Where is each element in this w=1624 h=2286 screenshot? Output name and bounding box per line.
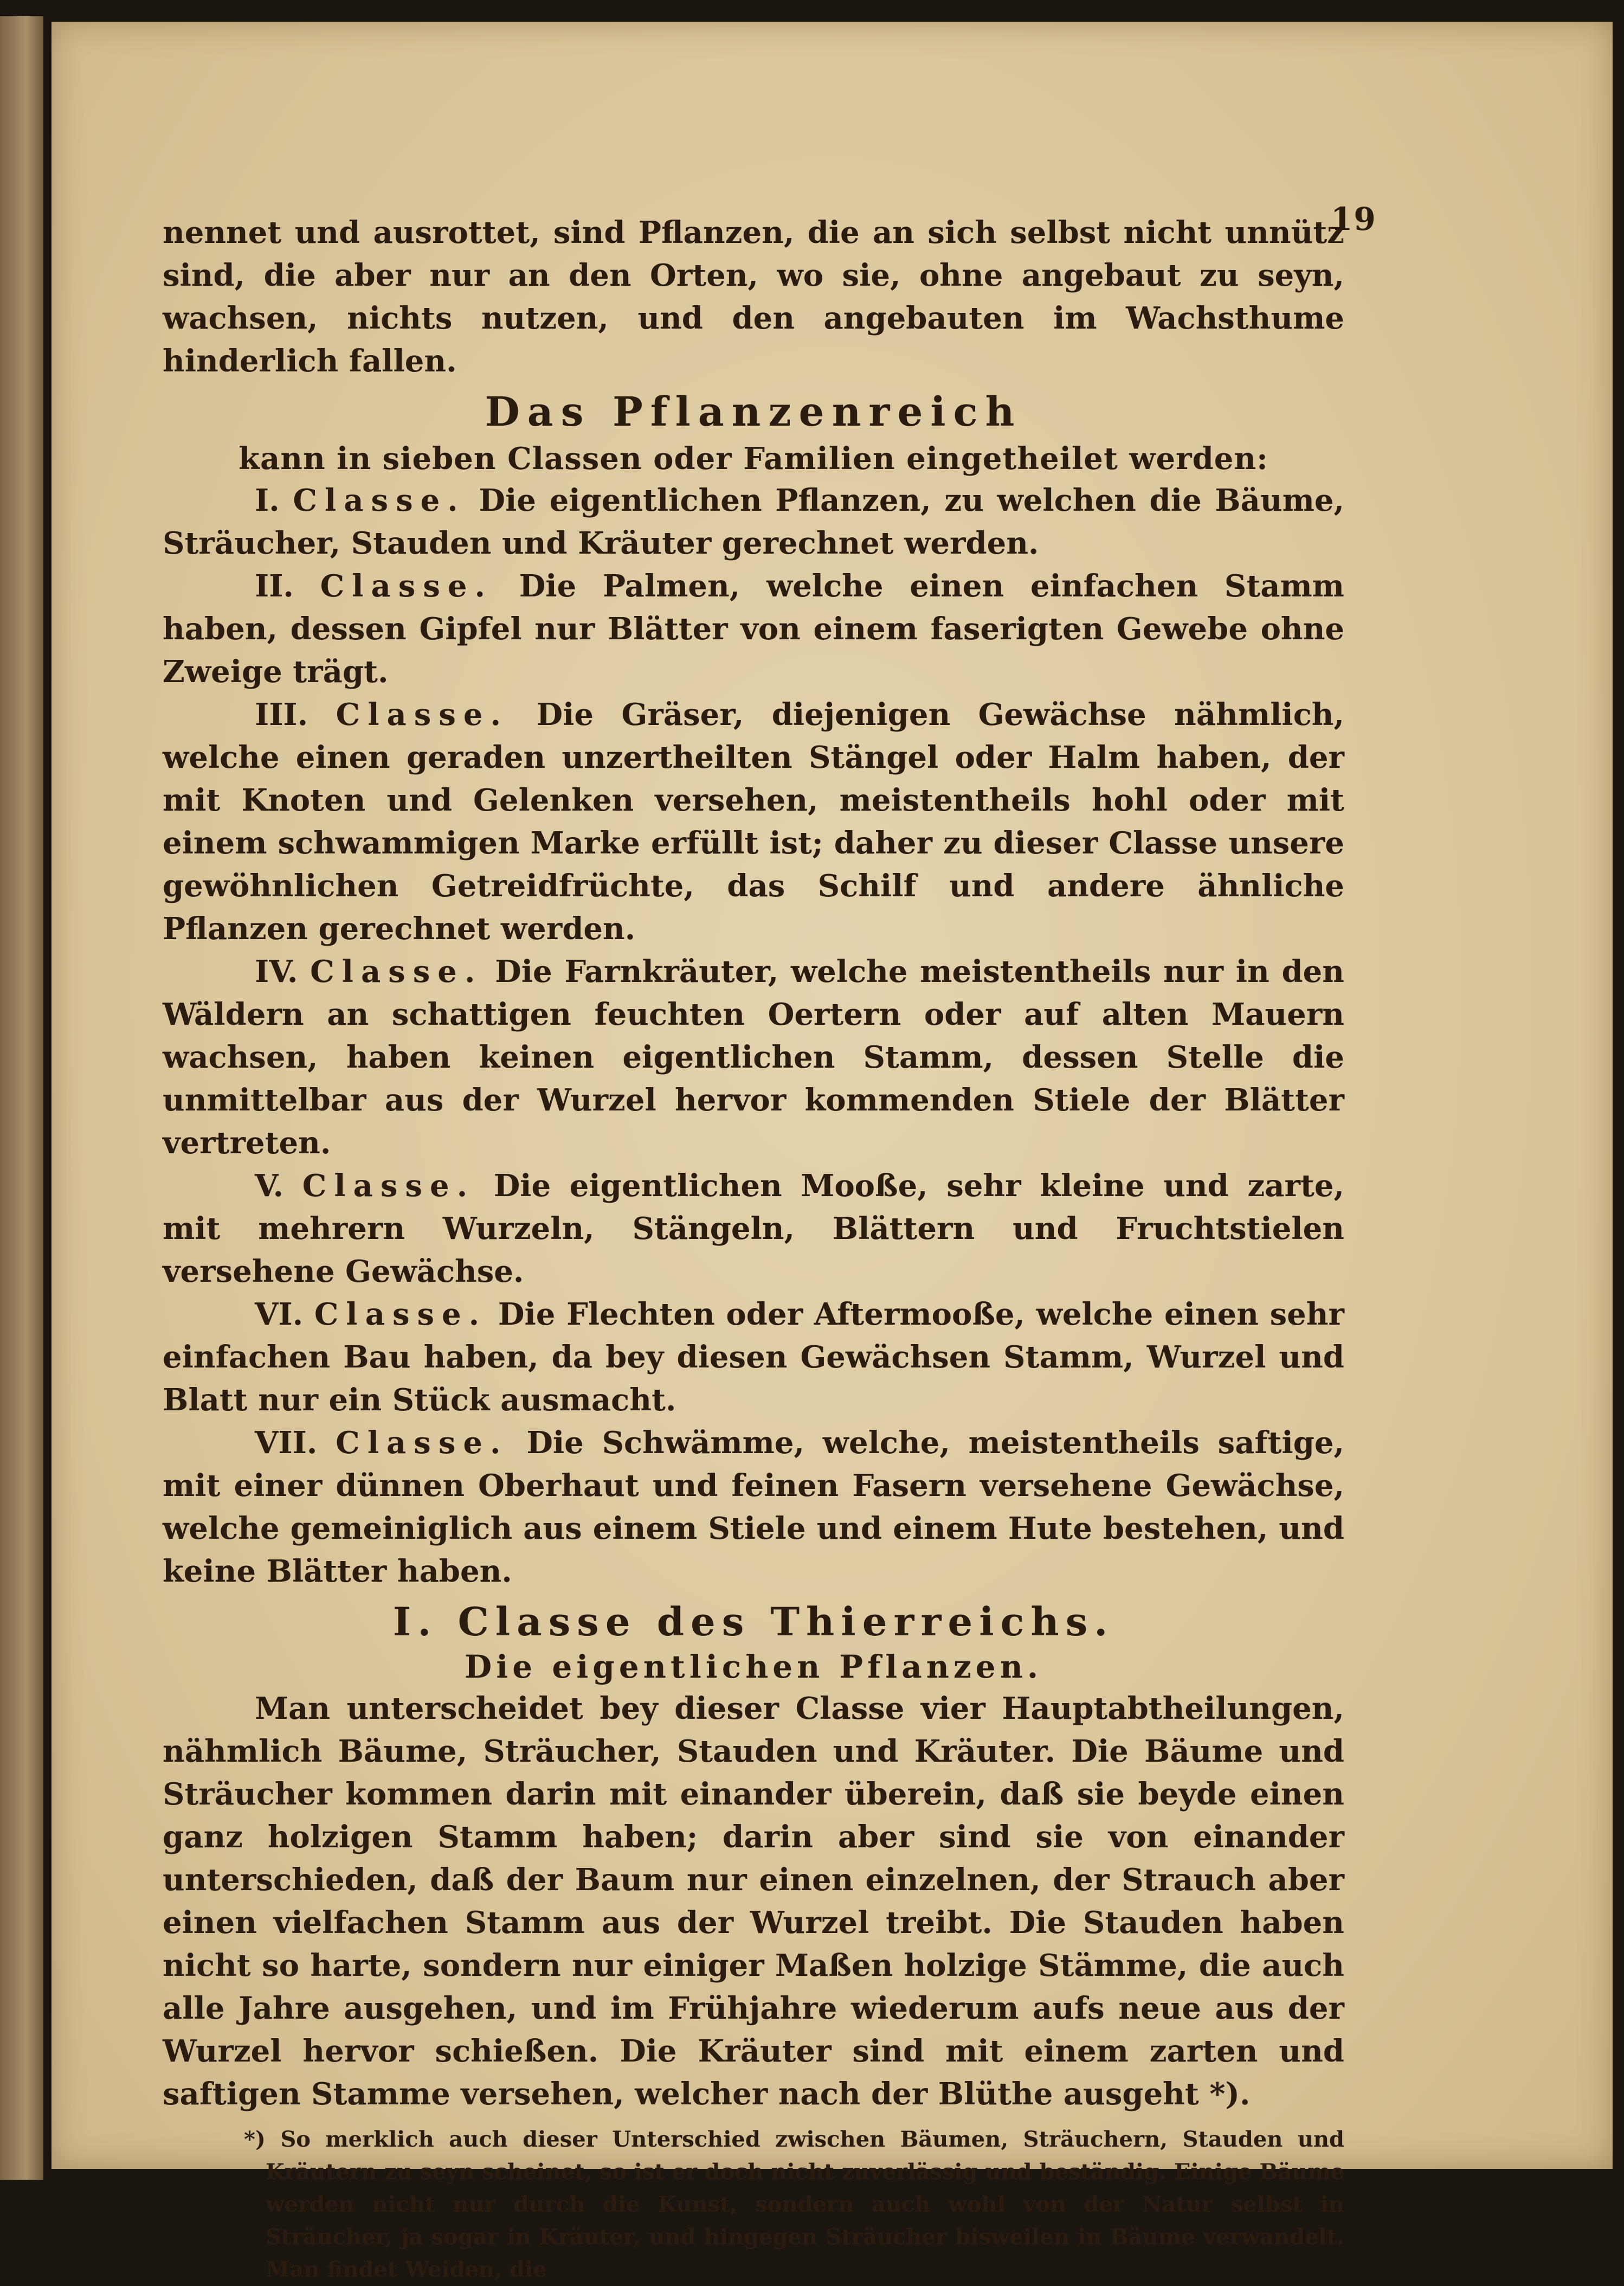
class-numeral: V.: [255, 1168, 284, 1204]
class-text: Die Flechten oder Aftermooße, welche einen sehr einfachen Bau haben, da bey diesen Gewächsen Stamm, Wurzel und Blatt nur ein Stück ausmacht.: [163, 1296, 1345, 1418]
class-numeral: I.: [255, 483, 280, 518]
page-number: 19: [1331, 201, 1377, 237]
previous-page-edge: [0, 16, 43, 2180]
class-word: Classe.: [310, 954, 483, 990]
footnote: *) So merklich auch dieser Unterschied zwischen Bäumen, Sträuchern, Stauden und Kräutern zu seyn scheinet, so ist er doch nicht zuverlässig und beständig. Einige Bäume werden nicht nur durch die Kunst, sondern auch wohl von der Natur selbst in Sträucher, ja sogar in Kräuter, und hingegen Sträucher bisweilen in Bäume verwandelt. Man findet Weiden, die: [244, 2127, 1344, 2282]
class-word: Classe.: [293, 483, 466, 518]
class-word: Classe.: [320, 568, 493, 604]
class-word: Classe.: [314, 1296, 487, 1332]
section-subheading: Die eigentlichen Pflanzen.: [464, 1648, 1043, 1685]
class-entry: [163, 1422, 1344, 1593]
class-entry: [163, 951, 1344, 1165]
class-text: Die eigentlichen Pflanzen, zu welchen die Bäume, Sträucher, Stauden und Kräuter gerechnet werden.: [163, 483, 1345, 561]
class-entry: [163, 565, 1344, 693]
class-text: Die Schwämme, welche, meistentheils saftige, mit einer dünnen Oberhaut und feinen Fasern versehene Gewächse, welche gemeiniglich aus einem Stiele und einem Hute bestehen, und keine Blätter haben.: [163, 1425, 1344, 1589]
kingdom-subheading: kann in sieben Classen oder Familien eingetheilet werden:: [239, 441, 1268, 477]
class-entry: [163, 479, 1344, 565]
class-word: Classe.: [336, 697, 508, 733]
class-text: Die eigentlichen Mooße, sehr kleine und zarte, mit mehrern Wurzeln, Stängeln, Blättern und Fruchtstielen versehene Gewächse.: [163, 1168, 1344, 1289]
class-entry: [163, 1165, 1344, 1293]
class-text: Die Palmen, welche einen einfachen Stamm haben, dessen Gipfel nur Blätter von einem faserigten Gewebe ohne Zweige trägt.: [163, 568, 1345, 690]
class-numeral: IV.: [255, 954, 298, 990]
class-word: Classe.: [336, 1425, 508, 1461]
body-paragraph: Man unterscheidet bey dieser Classe vier Hauptabtheilungen, nähmlich Bäume, Sträucher, Stauden und Kräuter. Die Bäume und Sträucher kommen darin mit einander überein, daß sie beyde einen ganz holzigen Stamm haben; darin aber sind sie von einander unterschieden, daß der Baum nur einen einzelnen, der Strauch aber einen vielfachen Stamm aus der Wurzel treibt. Die Stauden haben nicht so harte, sondern nur einiger Maßen holzige Stämme, die auch alle Jahre ausgehen, und im Frühjahre wiederum aufs neue aus der Wurzel hervor schießen. Die Kräuter sind mit einem zarten und saftigen Stamme versehen, welcher nach der Blüthe ausgeht *).: [163, 1691, 1344, 2112]
class-numeral: III.: [255, 697, 308, 733]
class-text: Die Gräser, diejenigen Gewächse nähmlich, welche einen geraden unzertheilten Stängel oder Halm haben, der mit Knoten und Gelenken versehen, meistentheils hohl oder mit einem schwammigen Marke erfüllt ist; daher zu dieser Classe unsere gewöhnlichen Getreidfrüchte, das Schilf und andere ähnliche Pflanzen gerechnet werden.: [163, 697, 1344, 947]
class-text: Die Farnkräuter, welche meistentheils nur in den Wäldern an schattigen feuchten Oertern oder auf alten Mauern wachsen, haben keinen eigentlichen Stamm, dessen Stelle die unmittelbar aus der Wurzel hervor kommenden Stiele der Blätter vertreten.: [163, 954, 1345, 1161]
class-numeral: VI.: [255, 1296, 304, 1332]
class-entry: [163, 1293, 1344, 1422]
class-entry: [163, 693, 1344, 951]
class-numeral: VII.: [255, 1425, 318, 1461]
kingdom-heading: Das Pflanzenreich: [485, 389, 1022, 435]
class-word: Classe.: [302, 1168, 475, 1204]
page-content: [163, 211, 1344, 2286]
section-heading: I. Classe des Thierreichs.: [392, 1598, 1114, 1645]
class-numeral: II.: [255, 568, 294, 604]
opening-paragraph: nennet und ausrottet, sind Pflanzen, die an sich selbst nicht unnütz sind, die aber nur an den Orten, wo sie, ohne angebaut zu seyn, wachsen, nichts nutzen, und den angebauten im Wachsthume hinderlich fallen.: [163, 215, 1344, 379]
